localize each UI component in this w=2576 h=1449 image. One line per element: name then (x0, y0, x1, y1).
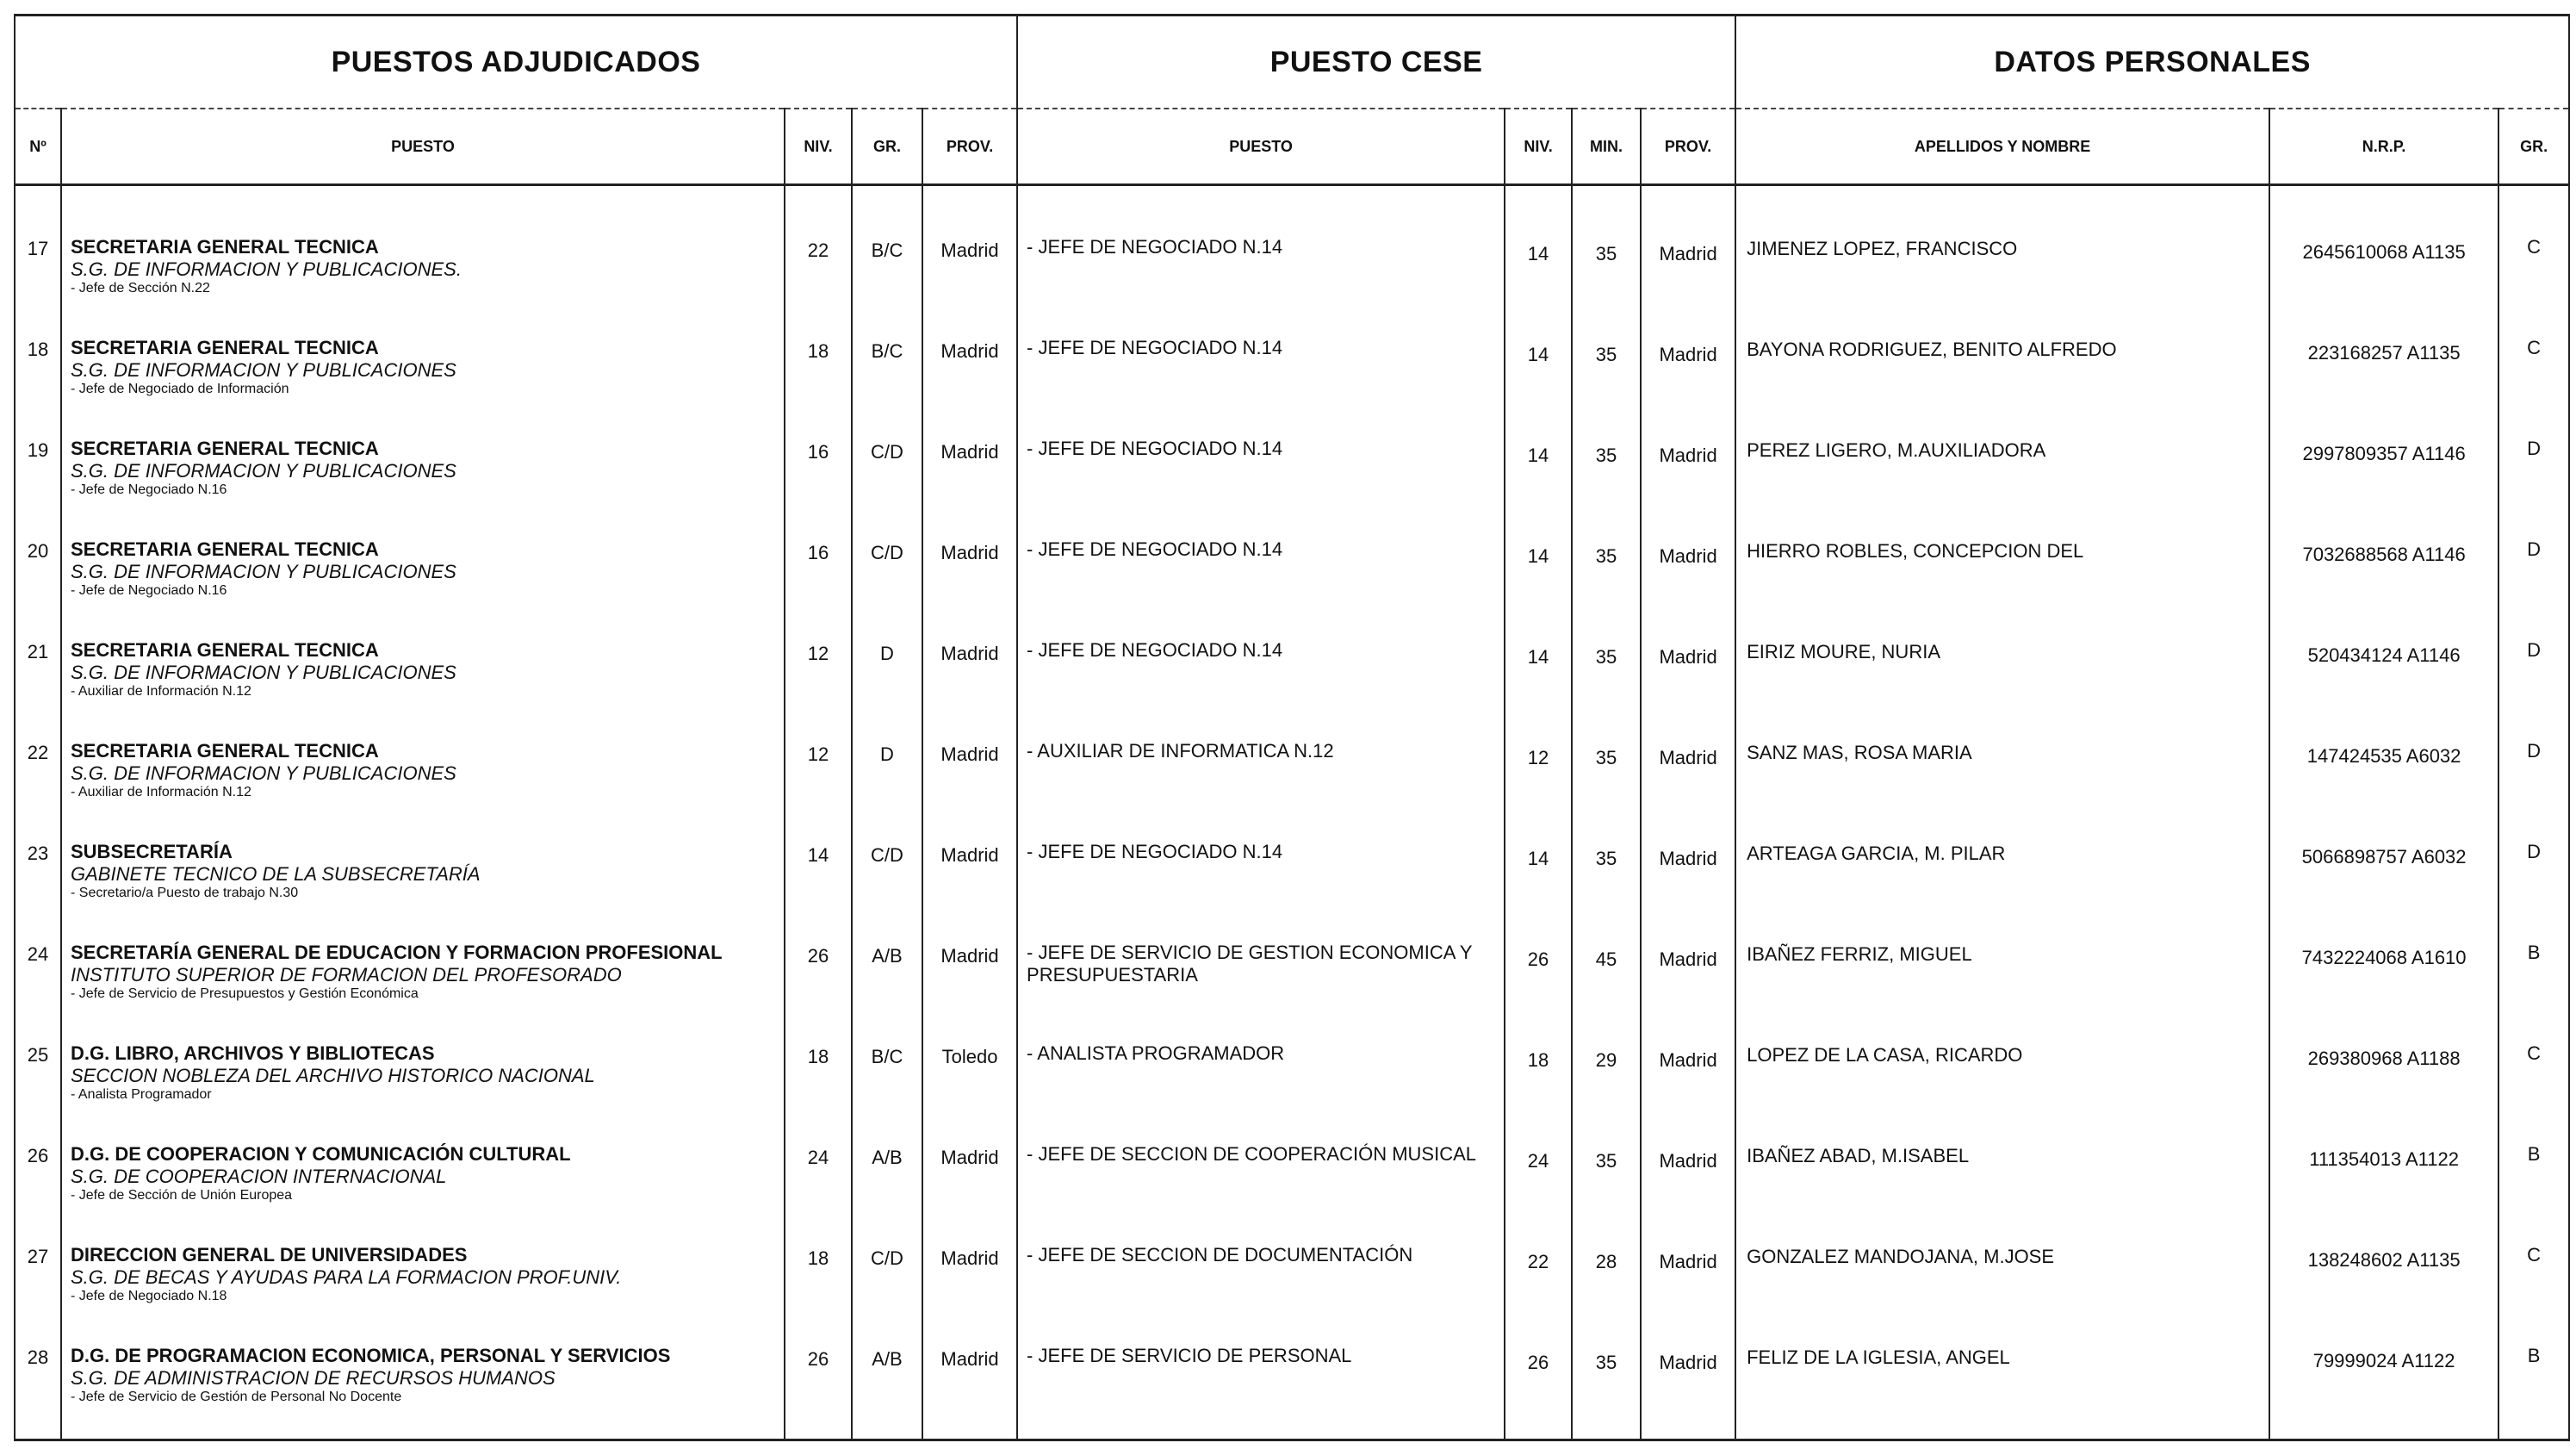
puesto-cell (61, 706, 785, 806)
puesto-cell (61, 1109, 785, 1210)
apellidos-nombre-cell: BAYONA RODRIGUEZ, BENITO ALFREDO (1735, 302, 2269, 403)
prov-cell: Madrid (922, 1109, 1017, 1210)
table-row (15, 202, 2569, 302)
nrp-cell: 138248602 A1135 (2269, 1210, 2498, 1310)
cese-min-cell: 29 (1572, 1008, 1641, 1109)
gr-cell: B/C (852, 302, 922, 403)
cese-prov-cell: Madrid (1641, 806, 1735, 907)
niv-cell: 26 (785, 1310, 852, 1440)
puesto-subunit: SECCION NOBLEZA DEL ARCHIVO HISTORICO NACIONAL (71, 1064, 595, 1086)
document-page (14, 14, 2568, 1440)
puesto-subunit: S.G. DE BECAS Y AYUDAS PARA LA FORMACION PROF.UNIV. (71, 1266, 622, 1288)
cese-puesto-cell: - JEFE DE NEGOCIADO N.14 (1017, 202, 1505, 302)
puesto-org: SECRETARIA GENERAL TECNICA (71, 740, 379, 762)
cese-prov-cell: Madrid (1641, 1210, 1735, 1310)
cese-puesto-cell: - JEFE DE NEGOCIADO N.14 (1017, 403, 1505, 504)
cese-min-cell: 35 (1572, 202, 1641, 302)
puesto-job: - Jefe de Negociado N.18 (71, 1288, 227, 1303)
puesto-org: SECRETARÍA GENERAL DE EDUCACION Y FORMACION PROFESIONAL (71, 942, 723, 963)
nrp-cell: 5066898757 A6032 (2269, 806, 2498, 907)
niv-cell: 18 (785, 302, 852, 403)
gr2-cell: C (2498, 1210, 2569, 1310)
table-row (15, 504, 2569, 605)
puesto-cell (61, 806, 785, 907)
puesto-org: SECRETARIA GENERAL TECNICA (71, 538, 379, 560)
gr-cell: B/C (852, 202, 922, 302)
table-row (15, 403, 2569, 504)
gr2-cell: C (2498, 302, 2569, 403)
cese-niv-cell: 14 (1505, 302, 1572, 403)
gr2-cell: D (2498, 806, 2569, 907)
puesto-org: D.G. DE COOPERACION Y COMUNICACIÓN CULTURAL (71, 1143, 571, 1165)
apellidos-nombre-cell: SANZ MAS, ROSA MARIA (1735, 706, 2269, 806)
puesto-cell (61, 403, 785, 504)
niv-cell: 14 (785, 806, 852, 907)
cese-niv-cell: 12 (1505, 706, 1572, 806)
gr-cell: C/D (852, 504, 922, 605)
table-row (15, 1210, 2569, 1310)
col-header-cese-puesto: PUESTO (1017, 109, 1505, 185)
row-number: 21 (15, 605, 61, 706)
table-row (15, 605, 2569, 706)
apellidos-nombre-cell: IBAÑEZ ABAD, M.ISABEL (1735, 1109, 2269, 1210)
puesto-job: - Jefe de Servicio de Presupuestos y Gestión Económica (71, 986, 419, 1001)
puesto-subunit: S.G. DE INFORMACION Y PUBLICACIONES (71, 762, 456, 784)
apellidos-nombre-cell: FELIZ DE LA IGLESIA, ANGEL (1735, 1310, 2269, 1440)
cese-prov-cell: Madrid (1641, 504, 1735, 605)
cese-prov-cell: Madrid (1641, 907, 1735, 1008)
prov-cell: Toledo (922, 1008, 1017, 1109)
puesto-job: - Auxiliar de Información N.12 (71, 683, 251, 699)
row-number: 27 (15, 1210, 61, 1310)
table-row (15, 1310, 2569, 1440)
puesto-job: - Secretario/a Puesto de trabajo N.30 (71, 885, 299, 900)
gr2-cell: B (2498, 907, 2569, 1008)
row-number: 20 (15, 504, 61, 605)
niv-cell: 24 (785, 1109, 852, 1210)
prov-cell: Madrid (922, 504, 1017, 605)
nrp-cell: 111354013 A1122 (2269, 1109, 2498, 1210)
cese-min-cell: 28 (1572, 1210, 1641, 1310)
gr2-cell: B (2498, 1310, 2569, 1440)
cese-prov-cell: Madrid (1641, 1109, 1735, 1210)
puesto-cell (61, 504, 785, 605)
col-header-cese-niv: NIV. (1505, 109, 1572, 185)
niv-cell: 16 (785, 403, 852, 504)
nrp-cell: 7432224068 A1610 (2269, 907, 2498, 1008)
cese-prov-cell: Madrid (1641, 1008, 1735, 1109)
puesto-job: - Auxiliar de Información N.12 (71, 784, 251, 799)
cese-niv-cell: 14 (1505, 403, 1572, 504)
puesto-subunit: S.G. DE INFORMACION Y PUBLICACIONES (71, 661, 456, 683)
nrp-cell: 2645610068 A1135 (2269, 202, 2498, 302)
cese-min-cell: 35 (1572, 403, 1641, 504)
apellidos-nombre-cell: PEREZ LIGERO, M.AUXILIADORA (1735, 403, 2269, 504)
apellidos-nombre-cell: JIMENEZ LOPEZ, FRANCISCO (1735, 202, 2269, 302)
cese-puesto-cell: - JEFE DE SECCION DE COOPERACIÓN MUSICAL (1017, 1109, 1505, 1210)
prov-cell: Madrid (922, 907, 1017, 1008)
cese-puesto-cell: - JEFE DE NEGOCIADO N.14 (1017, 605, 1505, 706)
cese-puesto-cell: - JEFE DE NEGOCIADO N.14 (1017, 504, 1505, 605)
puesto-org: D.G. DE PROGRAMACION ECONOMICA, PERSONAL Y SERVICIOS (71, 1345, 671, 1366)
table-row (15, 302, 2569, 403)
puesto-subunit: S.G. DE INFORMACION Y PUBLICACIONES (71, 358, 456, 381)
puesto-subunit: S.G. DE INFORMACION Y PUBLICACIONES (71, 459, 456, 482)
adjudication-table (14, 14, 2570, 1441)
cese-puesto-cell: - JEFE DE SECCION DE DOCUMENTACIÓN (1017, 1210, 1505, 1310)
apellidos-nombre-cell: LOPEZ DE LA CASA, RICARDO (1735, 1008, 2269, 1109)
col-header-gr: GR. (852, 109, 922, 185)
niv-cell: 12 (785, 605, 852, 706)
cese-niv-cell: 24 (1505, 1109, 1572, 1210)
nrp-cell: 269380968 A1188 (2269, 1008, 2498, 1109)
gr2-cell: B (2498, 1109, 2569, 1210)
cese-puesto-cell: - JEFE DE SERVICIO DE GESTION ECONOMICA Y PRESUPUESTARIA (1017, 907, 1505, 1008)
row-number: 28 (15, 1310, 61, 1440)
puesto-subunit: S.G. DE ADMINISTRACION DE RECURSOS HUMANOS (71, 1366, 556, 1389)
prov-cell: Madrid (922, 1210, 1017, 1310)
cese-niv-cell: 14 (1505, 605, 1572, 706)
cese-niv-cell: 14 (1505, 202, 1572, 302)
col-header-puesto: PUESTO (61, 109, 785, 185)
row-number: 23 (15, 806, 61, 907)
cese-min-cell: 35 (1572, 1310, 1641, 1440)
niv-cell: 26 (785, 907, 852, 1008)
col-header-gr2: GR. (2498, 109, 2569, 185)
puesto-subunit: S.G. DE INFORMACION Y PUBLICACIONES (71, 560, 456, 582)
gr2-cell: C (2498, 1008, 2569, 1109)
cese-niv-cell: 26 (1505, 1310, 1572, 1440)
niv-cell: 16 (785, 504, 852, 605)
puesto-cell (61, 1008, 785, 1109)
col-header-nrp: N.R.P. (2269, 109, 2498, 185)
puesto-org: SECRETARIA GENERAL TECNICA (71, 438, 379, 459)
group-header-datos-personales: DATOS PERSONALES (1735, 16, 2569, 109)
puesto-job: - Analista Programador (71, 1086, 212, 1102)
prov-cell: Madrid (922, 403, 1017, 504)
puesto-subunit: S.G. DE INFORMACION Y PUBLICACIONES. (71, 258, 462, 280)
gr2-cell: D (2498, 504, 2569, 605)
cese-prov-cell: Madrid (1641, 605, 1735, 706)
prov-cell: Madrid (922, 706, 1017, 806)
cese-puesto-cell: - JEFE DE NEGOCIADO N.14 (1017, 806, 1505, 907)
puesto-subunit: GABINETE TECNICO DE LA SUBSECRETARÍA (71, 862, 481, 885)
col-header-apellidos: APELLIDOS Y NOMBRE (1735, 109, 2269, 185)
row-number: 22 (15, 706, 61, 806)
cese-min-cell: 35 (1572, 1109, 1641, 1210)
puesto-cell (61, 1210, 785, 1310)
puesto-job: - Jefe de Negociado de Información (71, 381, 289, 396)
niv-cell: 22 (785, 202, 852, 302)
cese-min-cell: 35 (1572, 706, 1641, 806)
prov-cell: Madrid (922, 1310, 1017, 1440)
nrp-cell: 223168257 A1135 (2269, 302, 2498, 403)
cese-prov-cell: Madrid (1641, 302, 1735, 403)
cese-puesto-cell: - AUXILIAR DE INFORMATICA N.12 (1017, 706, 1505, 806)
puesto-job: - Jefe de Servicio de Gestión de Personal No Docente (71, 1389, 402, 1404)
table-row (15, 806, 2569, 907)
row-number: 19 (15, 403, 61, 504)
col-header-no: Nº (15, 109, 61, 185)
puesto-cell (61, 1310, 785, 1440)
niv-cell: 18 (785, 1210, 852, 1310)
row-number: 17 (15, 202, 61, 302)
group-header-puesto-cese: PUESTO CESE (1017, 16, 1735, 109)
cese-niv-cell: 14 (1505, 806, 1572, 907)
gr-cell: C/D (852, 403, 922, 504)
cese-niv-cell: 18 (1505, 1008, 1572, 1109)
puesto-org: D.G. LIBRO, ARCHIVOS Y BIBLIOTECAS (71, 1042, 435, 1064)
cese-min-cell: 45 (1572, 907, 1641, 1008)
gr2-cell: D (2498, 403, 2569, 504)
niv-cell: 18 (785, 1008, 852, 1109)
table-row (15, 706, 2569, 806)
nrp-cell: 79999024 A1122 (2269, 1310, 2498, 1440)
cese-min-cell: 35 (1572, 605, 1641, 706)
puesto-subunit: INSTITUTO SUPERIOR DE FORMACION DEL PROFESORADO (71, 963, 622, 986)
nrp-cell: 2997809357 A1146 (2269, 403, 2498, 504)
row-number: 24 (15, 907, 61, 1008)
col-header-cese-min: MIN. (1572, 109, 1641, 185)
apellidos-nombre-cell: ARTEAGA GARCIA, M. PILAR (1735, 806, 2269, 907)
cese-prov-cell: Madrid (1641, 403, 1735, 504)
puesto-cell (61, 202, 785, 302)
gr-cell: B/C (852, 1008, 922, 1109)
gr-cell: A/B (852, 907, 922, 1008)
gr-cell: D (852, 605, 922, 706)
puesto-org: SECRETARIA GENERAL TECNICA (71, 639, 379, 661)
puesto-org: SECRETARIA GENERAL TECNICA (71, 236, 379, 258)
puesto-job: - Jefe de Negociado N.16 (71, 582, 227, 598)
niv-cell: 12 (785, 706, 852, 806)
cese-prov-cell: Madrid (1641, 1310, 1735, 1440)
puesto-org: SUBSECRETARÍA (71, 841, 233, 862)
cese-niv-cell: 22 (1505, 1210, 1572, 1310)
table-row (15, 907, 2569, 1008)
puesto-job: - Jefe de Sección de Unión Europea (71, 1187, 293, 1203)
row-number: 18 (15, 302, 61, 403)
nrp-cell: 7032688568 A1146 (2269, 504, 2498, 605)
puesto-cell (61, 605, 785, 706)
table-row (15, 1008, 2569, 1109)
gr2-cell: D (2498, 706, 2569, 806)
nrp-cell: 147424535 A6032 (2269, 706, 2498, 806)
prov-cell: Madrid (922, 806, 1017, 907)
row-number: 26 (15, 1109, 61, 1210)
gr-cell: A/B (852, 1310, 922, 1440)
apellidos-nombre-cell: IBAÑEZ FERRIZ, MIGUEL (1735, 907, 2269, 1008)
puesto-org: SECRETARIA GENERAL TECNICA (71, 337, 379, 358)
col-header-prov: PROV. (922, 109, 1017, 185)
prov-cell: Madrid (922, 302, 1017, 403)
col-header-cese-prov: PROV. (1641, 109, 1735, 185)
gr-cell: A/B (852, 1109, 922, 1210)
row-number: 25 (15, 1008, 61, 1109)
puesto-subunit: S.G. DE COOPERACION INTERNACIONAL (71, 1165, 447, 1187)
cese-min-cell: 35 (1572, 302, 1641, 403)
gr-cell: D (852, 706, 922, 806)
cese-puesto-cell: - JEFE DE NEGOCIADO N.14 (1017, 302, 1505, 403)
cese-min-cell: 35 (1572, 806, 1641, 907)
apellidos-nombre-cell: HIERRO ROBLES, CONCEPCION DEL (1735, 504, 2269, 605)
gr-cell: C/D (852, 1210, 922, 1310)
apellidos-nombre-cell: GONZALEZ MANDOJANA, M.JOSE (1735, 1210, 2269, 1310)
cese-niv-cell: 14 (1505, 504, 1572, 605)
cese-prov-cell: Madrid (1641, 202, 1735, 302)
cese-prov-cell: Madrid (1641, 706, 1735, 806)
prov-cell: Madrid (922, 605, 1017, 706)
prov-cell: Madrid (922, 202, 1017, 302)
col-header-niv: NIV. (785, 109, 852, 185)
table-row (15, 1109, 2569, 1210)
apellidos-nombre-cell: EIRIZ MOURE, NURIA (1735, 605, 2269, 706)
cese-min-cell: 35 (1572, 504, 1641, 605)
puesto-org: DIRECCION GENERAL DE UNIVERSIDADES (71, 1244, 468, 1266)
gr2-cell: D (2498, 605, 2569, 706)
puesto-cell (61, 907, 785, 1008)
cese-niv-cell: 26 (1505, 907, 1572, 1008)
gr2-cell: C (2498, 202, 2569, 302)
nrp-cell: 520434124 A1146 (2269, 605, 2498, 706)
puesto-job: - Jefe de Sección N.22 (71, 280, 210, 295)
cese-puesto-cell: - JEFE DE SERVICIO DE PERSONAL (1017, 1310, 1505, 1440)
puesto-cell (61, 302, 785, 403)
cese-puesto-cell: - ANALISTA PROGRAMADOR (1017, 1008, 1505, 1109)
group-header-puestos-adjudicados: PUESTOS ADJUDICADOS (15, 16, 1017, 109)
puesto-job: - Jefe de Negociado N.16 (71, 482, 227, 497)
gr-cell: C/D (852, 806, 922, 907)
